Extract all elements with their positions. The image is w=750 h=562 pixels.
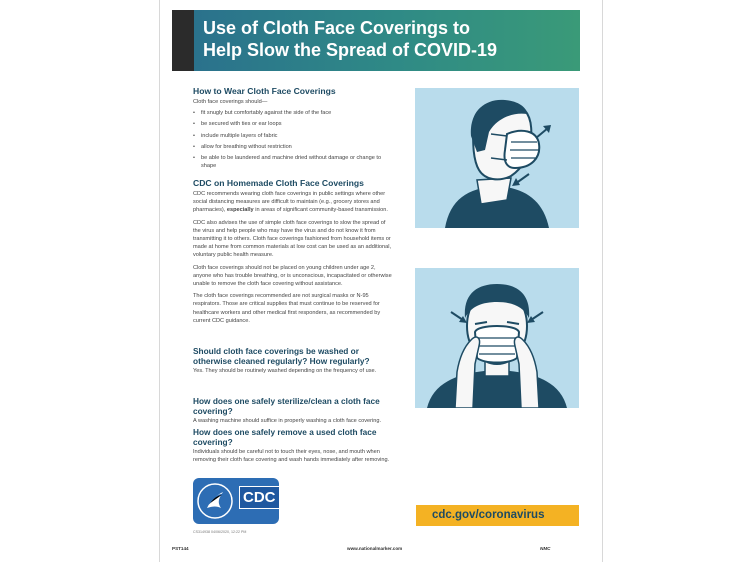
- faq-sterilize: [193, 396, 393, 425]
- cdc-url-bar: cdc.gov/coronavirus: [416, 505, 579, 526]
- how-to-section: [193, 86, 393, 170]
- cdc-paragraph-1-text: CDC recommends wearing cloth face coverings in public settings where other social distancing measures are difficult to maintain (e.g., grocery stores and pharmacies),: [193, 191, 386, 214]
- list-item: • allow for breathing without restriction: [193, 143, 393, 151]
- title-line-1: Use of Cloth Face Coverings to: [203, 18, 471, 38]
- list-item: • fit snugly but comfortably against the side of the face: [193, 109, 393, 117]
- faq-question: Should cloth face coverings be washed or otherwise cleaned regularly? How regularly?: [193, 346, 370, 366]
- hhs-eagle-icon: [193, 478, 239, 524]
- person-front-mask-illustration: [415, 268, 579, 408]
- document-code: CS314938 04/06/2020, 12:22 PM: [193, 530, 247, 534]
- cdc-paragraph-1-emphasis: especially: [226, 207, 254, 214]
- cdc-paragraph-3: Cloth face coverings should not be placed on young children under age 2, anyone who has trouble breathing, or is unconscious, incapacitated or otherwise unable to remove the cloth face covering without assistance.: [193, 264, 392, 288]
- faq-answer: Individuals should be careful not to touch their eyes, nose, and mouth when removing their cloth face covering and wash hands immediately after removing.: [193, 449, 390, 464]
- footer-product-code: PST144: [172, 546, 189, 551]
- faq-answer: Yes. They should be routinely washed depending on the frequency of use.: [193, 368, 377, 374]
- faq-washing: [193, 346, 393, 375]
- person-side-mask-illustration: [415, 88, 579, 228]
- list-item: • be secured with ties or ear loops: [193, 120, 393, 128]
- footer-website: www.nationalmarker.com: [347, 546, 403, 551]
- title-line-2: Help Slow the Spread of COVID-19: [203, 40, 498, 60]
- title-accent: [172, 10, 194, 71]
- faq-question: How does one safely remove a used cloth face covering?: [193, 427, 377, 447]
- cdc-logo-text: CDC: [239, 486, 280, 509]
- faq-answer: A washing machine should suffice in properly washing a cloth face covering.: [193, 418, 382, 424]
- faq-remove: [193, 427, 393, 464]
- poster-title: [203, 17, 573, 61]
- cdc-section: [193, 178, 393, 325]
- how-to-list: [193, 109, 393, 170]
- cdc-paragraph-4: The cloth face coverings recommended are not surgical masks or N-95 respirators. Those are critical supplies that must continue to be reserved for healthcare workers and other medical first responders, as recommended by current CDC guidance.: [193, 293, 381, 324]
- cdc-paragraph-2: CDC also advises the use of simple cloth face coverings to slow the spread of the virus and help people who may have the virus and do not know it from transmitting it to others. Cloth face coverings fashioned from household items or made at home from common materials at low cost can be used as an additional, voluntary public health measure.: [193, 219, 392, 259]
- cdc-paragraph-1-end: in areas of significant community-based transmission.: [253, 207, 388, 214]
- list-item: • include multiple layers of fabric: [193, 132, 393, 140]
- cdc-section-heading: CDC on Homemade Cloth Face Coverings: [193, 178, 364, 188]
- how-to-heading: How to Wear Cloth Face Coverings: [193, 86, 336, 96]
- footer-brand: NMC: [540, 546, 551, 551]
- faq-question: How does one safely sterilize/clean a cloth face covering?: [193, 396, 380, 416]
- cdc-paragraph-1: [193, 190, 393, 215]
- list-item: • be able to be laundered and machine dried without damage or change to shape: [193, 154, 393, 170]
- how-to-intro: Cloth face coverings should—: [193, 99, 268, 105]
